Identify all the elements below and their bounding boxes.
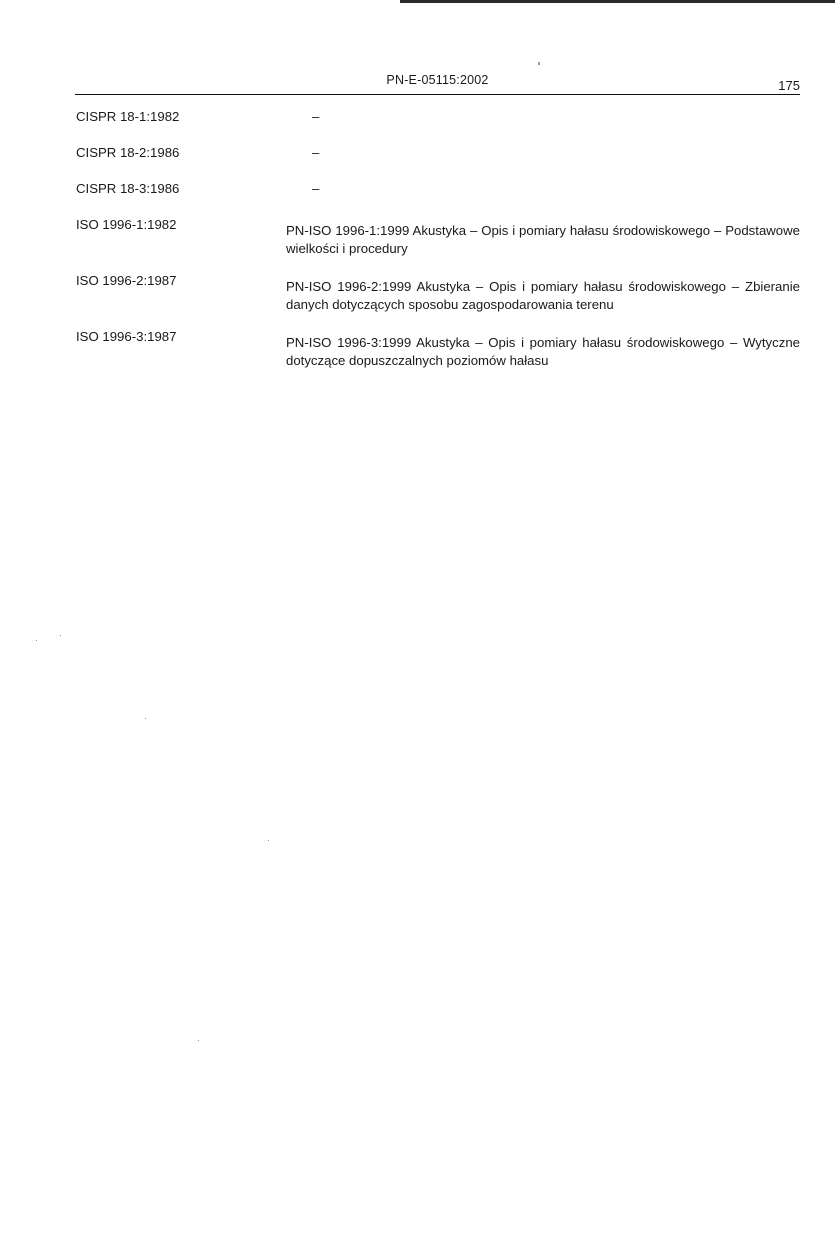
table-row: [76, 272, 800, 314]
table-row: [76, 328, 800, 370]
table-row: [76, 108, 800, 126]
scan-speck: [36, 640, 37, 641]
standard-id: ISO 1996-3:1987: [76, 329, 177, 344]
polish-equivalent: –: [312, 145, 320, 160]
table-row: [76, 216, 800, 258]
table-row: [76, 144, 800, 162]
page-header: [75, 73, 800, 95]
standards-table: [76, 108, 800, 370]
polish-equivalent: –: [312, 109, 320, 124]
standard-id: CISPR 18-3:1986: [76, 181, 180, 196]
standard-id: ISO 1996-2:1987: [76, 273, 177, 288]
header-rule: [75, 94, 800, 95]
scan-edge-line: [400, 0, 835, 3]
scan-speck: [268, 840, 269, 841]
document-id: PN-E-05115:2002: [386, 73, 489, 87]
polish-equivalent: PN-ISO 1996-1:1999 Akustyka – Opis i pomiary hałasu środowiskowego – Podstawowe wielkości i procedury: [286, 223, 800, 256]
polish-equivalent: PN-ISO 1996-3:1999 Akustyka – Opis i pomiary hałasu środowiskowego – Wytyczne dotyczące dopuszczalnych poziomów hałasu: [286, 335, 800, 368]
standard-id: CISPR 18-2:1986: [76, 145, 180, 160]
scan-speck: [60, 635, 61, 636]
table-row: [76, 180, 800, 198]
scan-speck: [198, 1040, 199, 1041]
page-number: 175: [778, 78, 800, 93]
scan-speck: [145, 718, 146, 719]
polish-equivalent: –: [312, 181, 320, 196]
polish-equivalent: PN-ISO 1996-2:1999 Akustyka – Opis i pomiary hałasu środowiskowego – Zbieranie danych dotyczących sposobu zagospodarowania terenu: [286, 279, 800, 312]
standard-id: CISPR 18-1:1982: [76, 109, 180, 124]
scan-speck: [538, 62, 540, 65]
standard-id: ISO 1996-1:1982: [76, 217, 177, 232]
